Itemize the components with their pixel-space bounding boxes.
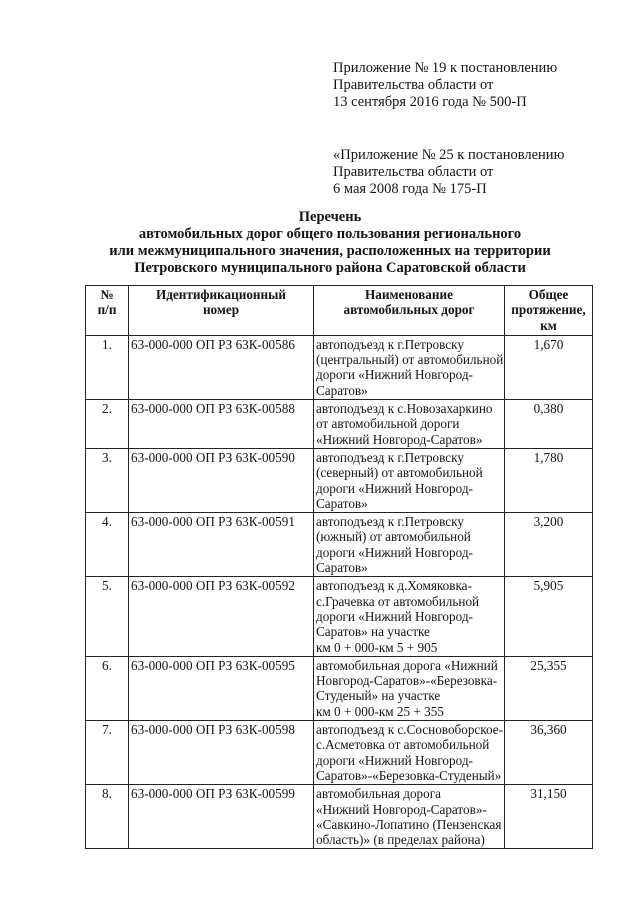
annex-line: «Приложение № 25 к постановлению <box>333 147 565 163</box>
row-name <box>314 335 505 399</box>
name-line: Саратов» <box>316 495 368 511</box>
row-number: 6. <box>86 656 129 720</box>
name-line: автоподъезд к г.Петровску <box>316 449 464 465</box>
name-line: Студеный» на участке <box>316 688 441 704</box>
row-length: 0,380 <box>505 400 593 449</box>
name-line: автоподъезд к с.Новозахаркино <box>316 401 493 417</box>
title-line: автомобильных дорог общего пользования регионального <box>138 226 522 242</box>
row-id: 63-000-000 ОП РЗ 63К-00590 <box>129 448 314 512</box>
annex-reference-1 <box>333 60 557 111</box>
title-line: или межмуниципального значения, расположенных на территории <box>109 243 551 259</box>
roads-table <box>85 285 593 849</box>
row-length: 31,150 <box>505 785 593 849</box>
name-line: область)» (в пределах района) <box>316 832 485 848</box>
name-line: автоподъезд к г.Петровску <box>316 514 464 530</box>
name-line: автомобильная дорога «Нижний <box>316 657 498 673</box>
name-line: дороги «Нижний Новгород- <box>316 752 473 768</box>
table-row <box>86 448 593 512</box>
header-length <box>505 286 593 336</box>
header-line: автомобильных дорог <box>343 302 475 318</box>
row-id: 63-000-000 ОП РЗ 63К-00591 <box>129 513 314 577</box>
name-line: (южный) от автомобильной <box>316 529 471 545</box>
table-row <box>86 721 593 785</box>
header-line: п/п <box>97 302 117 318</box>
header-line: км <box>540 317 557 333</box>
row-length: 1,670 <box>505 335 593 399</box>
name-line: автоподъезд к г.Петровску <box>316 336 464 352</box>
name-line: Саратов»-«Березовка-Студеный» <box>316 767 502 783</box>
header-id <box>129 286 314 336</box>
name-line: км 0 + 000-км 25 + 355 <box>316 703 444 719</box>
header-line: Общее <box>528 287 569 302</box>
document-title <box>60 209 600 277</box>
row-length: 1,780 <box>505 448 593 512</box>
table-row <box>86 513 593 577</box>
annex-line: 13 сентября 2016 года № 500-П <box>333 94 527 110</box>
name-line: «Нижний Новгород-Саратов»- <box>316 801 487 817</box>
annex-reference-2 <box>333 147 564 198</box>
annex-line: Приложение № 19 к постановлению <box>333 60 558 76</box>
name-line: с.Грачевка от автомобильной <box>316 593 480 609</box>
row-name <box>314 400 505 449</box>
row-id: 63-000-000 ОП РЗ 63К-00599 <box>129 785 314 849</box>
name-line: Саратов» <box>316 382 368 398</box>
name-line: с.Асметовка от автомобильной <box>316 737 490 753</box>
row-name <box>314 785 505 849</box>
row-name <box>314 721 505 785</box>
name-line: км 0 + 000-км 5 + 905 <box>316 639 438 655</box>
annex-line: Правительства области от <box>333 164 494 180</box>
name-line: «Савкино-Лопатино (Пензенская <box>316 816 502 832</box>
name-line: (центральный) от автомобильной <box>316 352 504 368</box>
name-line: дороги «Нижний Новгород- <box>316 544 473 560</box>
name-line: Новгород-Саратов»-«Березовка- <box>316 673 498 689</box>
row-id: 63-000-000 ОП РЗ 63К-00592 <box>129 577 314 656</box>
row-name <box>314 513 505 577</box>
name-line: автомобильная дорога <box>316 786 442 802</box>
table-row <box>86 656 593 720</box>
annex-line: Правительства области от <box>333 77 494 93</box>
header-line: номер <box>202 302 240 318</box>
title-line: Петровского муниципального района Саратовской области <box>134 260 526 276</box>
row-name <box>314 448 505 512</box>
row-number: 8. <box>86 785 129 849</box>
row-number: 3. <box>86 448 129 512</box>
header-name <box>314 286 505 336</box>
header-line: протяжение, <box>511 302 586 318</box>
name-line: Саратов» на участке <box>316 624 430 640</box>
name-line: дороги «Нижний Новгород- <box>316 608 473 624</box>
table-row <box>86 577 593 656</box>
header-line: № <box>100 287 114 302</box>
name-line: (северный) от автомобильной <box>316 465 483 481</box>
row-number: 1. <box>86 335 129 399</box>
name-line: дороги «Нижний Новгород- <box>316 367 473 383</box>
name-line: автоподъезд к с.Сосновоборское- <box>316 722 504 738</box>
header-line: Наименование <box>365 287 453 302</box>
header-line: Идентификационный <box>155 287 287 302</box>
name-line: дороги «Нижний Новгород- <box>316 480 473 496</box>
row-number: 7. <box>86 721 129 785</box>
row-id: 63-000-000 ОП РЗ 63К-00588 <box>129 400 314 449</box>
row-number: 5. <box>86 577 129 656</box>
row-length: 36,360 <box>505 721 593 785</box>
row-length: 25,355 <box>505 656 593 720</box>
row-id: 63-000-000 ОП РЗ 63К-00586 <box>129 335 314 399</box>
name-line: «Нижний Новгород-Саратов» <box>316 431 483 447</box>
row-id: 63-000-000 ОП РЗ 63К-00595 <box>129 656 314 720</box>
row-name <box>314 577 505 656</box>
row-length: 3,200 <box>505 513 593 577</box>
name-line: от автомобильной дороги <box>316 416 460 432</box>
table-row <box>86 335 593 399</box>
annex-line: 6 мая 2008 года № 175-П <box>333 181 487 197</box>
row-length: 5,905 <box>505 577 593 656</box>
title-line: Перечень <box>298 209 362 225</box>
header-number <box>86 286 129 336</box>
name-line: автоподъезд к д.Хомяковка- <box>316 578 472 594</box>
table-row <box>86 785 593 849</box>
name-line: Саратов» <box>316 560 368 576</box>
row-name <box>314 656 505 720</box>
row-number: 4. <box>86 513 129 577</box>
row-number: 2. <box>86 400 129 449</box>
table-header-row <box>86 286 593 336</box>
row-id: 63-000-000 ОП РЗ 63К-00598 <box>129 721 314 785</box>
table-row <box>86 400 593 449</box>
